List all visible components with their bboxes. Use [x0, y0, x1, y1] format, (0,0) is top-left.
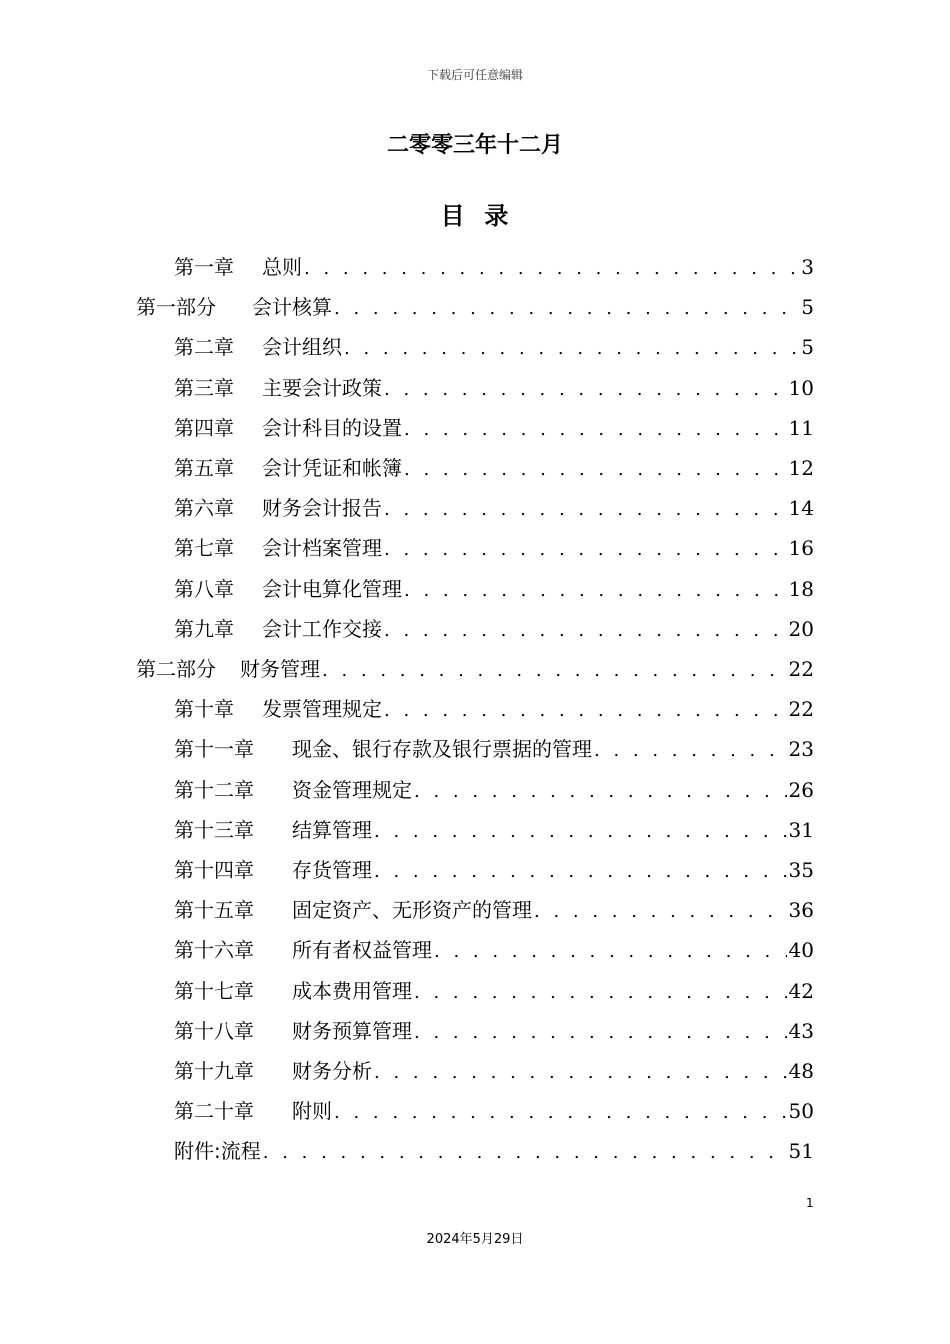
toc-entry-title: 固定资产、无形资产的管理: [292, 898, 532, 923]
toc-dot-leader: [374, 815, 787, 849]
toc-entry-page: 20: [788, 616, 814, 641]
toc-dot-leader: [384, 694, 787, 728]
toc-entry-number: 第十一章: [174, 737, 254, 762]
toc-entry-number: 第二章: [174, 335, 234, 360]
toc-entry[interactable]: [136, 290, 814, 324]
toc-dot-leader: [414, 775, 787, 809]
toc-dot-leader: [334, 1096, 787, 1130]
toc-entry-page: 10: [788, 375, 814, 400]
toc-entry-page: 23: [788, 737, 814, 762]
toc-entry[interactable]: [174, 933, 814, 967]
footer-date: 2024年5月29日: [426, 1232, 524, 1247]
toc-dot-leader: [434, 935, 787, 969]
toc-entry-page: 22: [788, 697, 814, 722]
toc-heading: 目 录: [440, 202, 510, 230]
toc-entry[interactable]: [174, 1094, 814, 1128]
toc-entry-title: 会计科目的设置: [262, 415, 402, 440]
toc-entry[interactable]: [174, 491, 814, 525]
toc-entry-title: 资金管理规定: [292, 777, 412, 802]
toc-entry-number: 第二部分: [136, 657, 216, 681]
toc-entry-page: 22: [788, 657, 814, 681]
toc-entry-number: 第十二章: [174, 777, 254, 802]
toc-dot-leader: [534, 895, 787, 929]
toc-entry-title: 现金、银行存款及银行票据的管理: [292, 737, 592, 762]
toc-entry-page: 48: [788, 1059, 814, 1083]
toc-entry[interactable]: [174, 1014, 814, 1048]
toc-entry-number: 第十六章: [174, 938, 254, 963]
toc-dot-leader: [594, 734, 787, 768]
toc-entry[interactable]: [174, 853, 814, 887]
toc-entry-title: 财务会计报告: [262, 496, 382, 521]
toc-entry[interactable]: [174, 531, 814, 565]
toc-entry-title: 发票管理规定: [262, 697, 382, 722]
toc-entry[interactable]: [174, 330, 814, 364]
toc-entry-page: 42: [788, 978, 814, 1003]
toc-entry[interactable]: [174, 692, 814, 726]
toc-entry-page: 50: [788, 1099, 814, 1124]
toc-entry[interactable]: [174, 451, 814, 485]
toc-entry-number: 第三章: [174, 375, 234, 400]
toc-dot-leader: [414, 1016, 787, 1050]
toc-dot-leader: [404, 413, 787, 447]
page-number: 1: [806, 1196, 814, 1210]
toc-entry[interactable]: [174, 813, 814, 847]
toc-entry-number: 第十七章: [174, 978, 254, 1003]
toc-entry[interactable]: [174, 773, 814, 807]
toc-entry-title: 财务预算管理: [292, 1018, 412, 1043]
toc-entry-page: 18: [788, 576, 814, 601]
toc-dot-leader: [384, 614, 787, 648]
toc-entry-page: 5: [801, 295, 814, 320]
toc-entry-title: 财务分析: [292, 1059, 372, 1083]
toc-dot-leader: [414, 976, 787, 1010]
toc-entry-title: 存货管理: [292, 858, 372, 882]
toc-entry[interactable]: [174, 974, 814, 1008]
toc-entry[interactable]: [174, 1134, 814, 1168]
toc-dot-leader: [344, 332, 799, 366]
toc-entry-number: 第四章: [174, 415, 234, 440]
toc-dot-leader: [334, 292, 799, 326]
toc-entry-number: 第五章: [174, 456, 234, 480]
toc-entry-number: 第七章: [174, 536, 234, 561]
toc-dot-leader: [374, 855, 787, 889]
toc-entry[interactable]: [174, 411, 814, 445]
toc-entry-page: 11: [788, 415, 814, 440]
toc-entry[interactable]: [174, 1054, 814, 1088]
toc-entry-title: 会计凭证和帐簿: [262, 456, 402, 480]
toc-entry-title: 总则: [262, 255, 302, 279]
toc-entry-title: 附则: [292, 1099, 332, 1124]
toc-entry-number: 第二十章: [174, 1099, 254, 1124]
toc-entry[interactable]: [174, 572, 814, 606]
toc-entry-number: 第八章: [174, 576, 234, 601]
toc-entry-title: 主要会计政策: [262, 375, 382, 400]
toc-entry-title: 所有者权益管理: [292, 938, 432, 963]
toc-entry-number: 第十四章: [174, 858, 254, 882]
toc-dot-leader: [304, 252, 799, 286]
toc-entry-page: 40: [788, 938, 814, 963]
toc-entry-page: 12: [788, 456, 814, 480]
toc-entry-page: 14: [788, 496, 814, 521]
toc-dot-leader: [384, 533, 787, 567]
toc-entry-number: 第十五章: [174, 898, 254, 923]
document-date: 二零零三年十二月: [386, 133, 563, 158]
toc-entry-title: 会计电算化管理: [262, 576, 402, 601]
toc-entry-title: 结算管理: [292, 817, 372, 842]
toc-entry-page: 31: [788, 817, 814, 842]
toc-entry-page: 3: [801, 255, 814, 279]
toc-entry-page: 5: [801, 335, 814, 360]
header-note: 下载后可任意编辑: [426, 68, 523, 82]
toc-entry[interactable]: [174, 250, 814, 284]
toc-dot-leader: [384, 493, 787, 527]
toc-entry-number: 第十八章: [174, 1018, 254, 1043]
toc-dot-leader: [404, 453, 787, 487]
toc-entry-number: 第六章: [174, 496, 234, 521]
toc-entry[interactable]: [174, 732, 814, 766]
toc-dot-leader: [263, 1136, 787, 1170]
toc-entry-title: 会计档案管理: [262, 536, 382, 561]
toc-entry[interactable]: [174, 612, 814, 646]
toc-entry-number: 第一部分: [136, 295, 216, 320]
toc-entry-page: 26: [788, 777, 814, 802]
toc-entry-title: 会计工作交接: [262, 616, 382, 641]
toc-entry-page: 36: [788, 898, 814, 923]
toc-entry-title: 成本费用管理: [292, 978, 412, 1003]
toc-entry[interactable]: [136, 652, 814, 686]
toc-entry-title: 会计核算: [252, 295, 332, 320]
toc-entry-number: 第一章: [174, 255, 234, 279]
toc-dot-leader: [322, 654, 787, 688]
toc-dot-leader: [384, 373, 787, 407]
toc-entry[interactable]: [174, 371, 814, 405]
toc-dot-leader: [374, 1056, 787, 1090]
toc-entry-number: 附件:流程: [174, 1139, 261, 1164]
toc-entry-number: 第十九章: [174, 1059, 254, 1083]
toc-dot-leader: [404, 574, 787, 608]
toc-entry-title: 财务管理: [240, 657, 320, 681]
toc-entry-page: 35: [788, 858, 814, 882]
toc-entry-number: 第九章: [174, 616, 234, 641]
toc-entry-title: 会计组织: [262, 335, 342, 360]
toc-entry-number: 第十三章: [174, 817, 254, 842]
toc-entry[interactable]: [174, 893, 814, 927]
toc-entry-page: 51: [788, 1139, 814, 1164]
toc-entry-number: 第十章: [174, 697, 234, 722]
toc-entry-page: 43: [788, 1018, 814, 1043]
toc-entry-page: 16: [788, 536, 814, 561]
